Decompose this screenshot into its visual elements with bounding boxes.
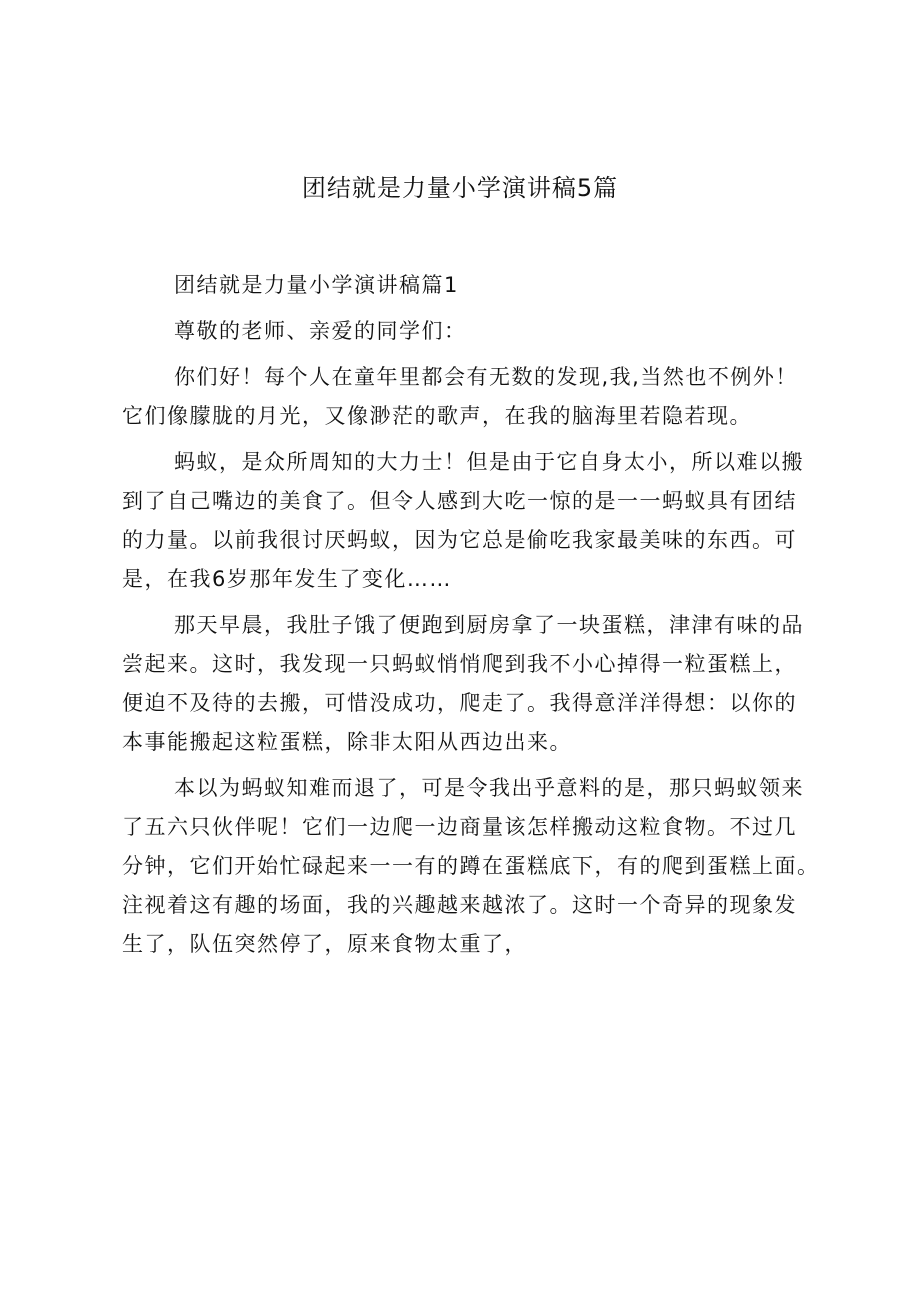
text-line: 生了，队伍突然停了，原来食物太重了， [122, 932, 527, 956]
text-line: 尝起来。这时，我发现一只蚂蚁悄悄爬到我不小心掉得一粒蛋糕上， [122, 652, 797, 676]
text-line: 本以为蚂蚁知难而退了，可是令我出乎意料的是，那只蚂蚁领来 [174, 776, 804, 800]
text-line: 便迫不及待的去搬，可惜没成功，爬走了。我得意洋洋得想：以你的 [122, 691, 797, 715]
text-line: 团结就是力量小学演讲稿篇1 [174, 273, 459, 297]
text-line: 它们像朦胧的月光，又像渺茫的歌声，在我的脑海里若隐若现。 [122, 404, 752, 428]
paragraph-salutation [122, 312, 832, 351]
text-line: 了五六只伙伴呢！它们一边爬一边商量该怎样搬动这粒食物。不过几 [122, 815, 797, 839]
text-line: 你们好！每个人在童年里都会有无数的发现,我,当然也不例外！ [174, 365, 798, 389]
text-line: 本事能搬起这粒蛋糕，除非太阳从西边出来。 [122, 730, 572, 754]
document-body [122, 266, 832, 971]
paragraph-teamwork [122, 769, 832, 964]
text-line: 注视着这有趣的场面，我的兴趣越来越浓了。这时一个奇异的现象发 [122, 893, 797, 917]
text-line: 到了自己嘴边的美食了。但令人感到大吃一惊的是一一蚂蚁具有团结 [122, 489, 797, 513]
paragraph-heading [122, 266, 832, 305]
text-line: 尊敬的老师、亲爱的同学们： [174, 319, 467, 343]
paragraph-morning [122, 606, 832, 762]
text-line: 是，在我6岁那年发生了变化…… [122, 567, 452, 591]
paragraph-ants-intro [122, 443, 832, 599]
text-line: 分钟，它们开始忙碌起来一一有的蹲在蛋糕底下，有的爬到蛋糕上面。 [122, 854, 820, 878]
paragraph-greeting [122, 358, 832, 436]
text-line: 蚂蚁，是众所周知的大力士！但是由于它自身太小，所以难以搬 [174, 450, 804, 474]
text-line: 的力量。以前我很讨厌蚂蚁，因为它总是偷吃我家最美味的东西。可 [122, 528, 797, 552]
text-line: 那天早晨，我肚子饿了便跑到厨房拿了一块蛋糕，津津有味的品 [174, 613, 804, 637]
document-title: 团结就是力量小学演讲稿5篇 [301, 174, 619, 202]
